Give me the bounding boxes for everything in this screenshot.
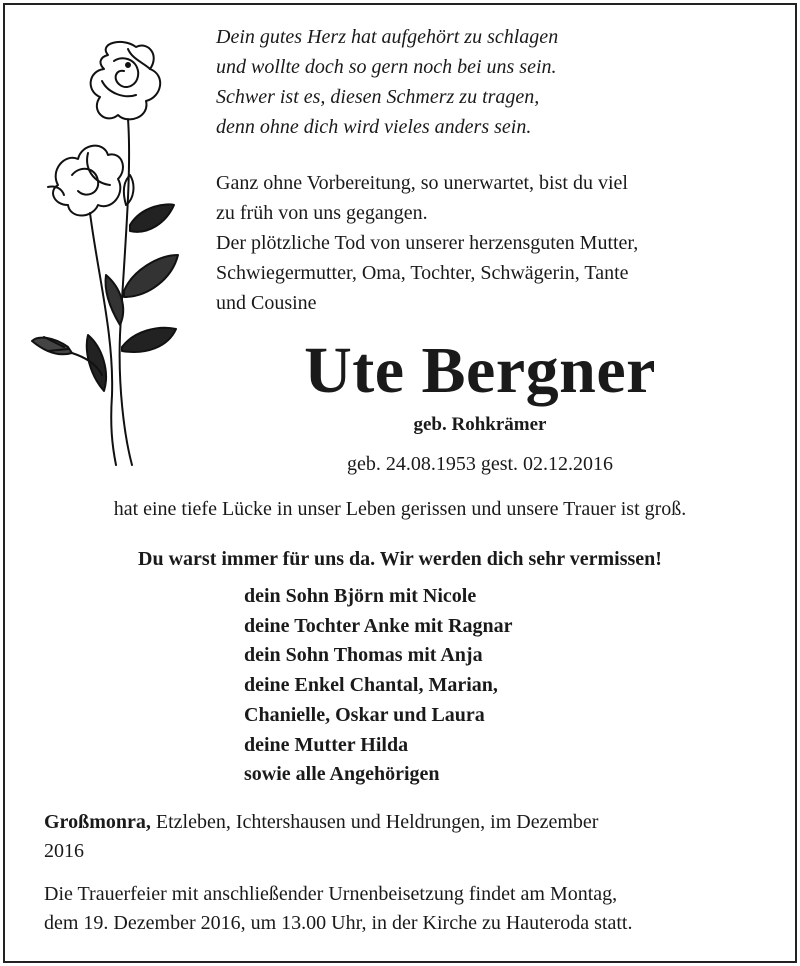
- intro-line: Ganz ohne Vorbereitung, so unerwartet, bist du viel: [216, 172, 628, 194]
- family-member: deine Tochter Anke mit Ragnar: [244, 614, 513, 637]
- town-name: Großmonra,: [44, 811, 151, 833]
- funeral-line: Die Trauerfeier mit anschließender Urnenbeisetzung findet am Montag,: [44, 883, 618, 905]
- place-date: [44, 808, 598, 866]
- motto: Du warst immer für uns da. Wir werden dich sehr vermissen!: [138, 548, 662, 570]
- intro-text: [216, 168, 638, 318]
- poem-line: Dein gutes Herz hat aufgehört zu schlagen: [216, 26, 559, 48]
- family-list: [244, 582, 513, 790]
- rose-illustration-icon: [28, 35, 188, 475]
- birth-name: geb. Rohkrämer: [413, 414, 547, 435]
- family-member: deine Enkel Chantal, Marian,: [244, 674, 498, 697]
- poem-line: und wollte doch so gern noch bei uns sein.: [216, 56, 557, 78]
- intro-line: Schwiegermutter, Oma, Tochter, Schwägerin, Tante: [216, 262, 629, 284]
- place-line: [44, 808, 598, 837]
- place-rest: Etzleben, Ichtershausen und Heldrungen, im Dezember: [150, 811, 599, 833]
- deceased-name: Ute Bergner: [304, 334, 656, 407]
- place-year: 2016: [44, 840, 84, 862]
- family-member: dein Sohn Björn mit Nicole: [244, 585, 477, 607]
- loss-statement: hat eine tiefe Lücke in unser Leben gerissen und unsere Trauer ist groß.: [113, 498, 687, 520]
- intro-line: Der plötzliche Tod von unserer herzensguten Mutter,: [216, 232, 639, 254]
- family-member: deine Mutter Hilda: [244, 733, 409, 756]
- funeral-line: dem 19. Dezember 2016, um 13.00 Uhr, in der Kirche zu Hauteroda statt.: [44, 912, 633, 934]
- life-dates: geb. 24.08.1953 gest. 02.12.2016: [346, 453, 614, 475]
- funeral-info: [44, 880, 632, 938]
- intro-line: und Cousine: [216, 292, 317, 314]
- intro-line: zu früh von uns gegangen.: [216, 202, 428, 224]
- family-member: sowie alle Angehörigen: [244, 763, 440, 786]
- family-member: dein Sohn Thomas mit Anja: [244, 644, 483, 667]
- poem-line: Schwer ist es, diesen Schmerz zu tragen,: [216, 86, 540, 108]
- poem: [216, 22, 558, 142]
- poem-line: denn ohne dich wird vieles anders sein.: [216, 116, 532, 138]
- family-member: Chanielle, Oskar und Laura: [244, 703, 485, 726]
